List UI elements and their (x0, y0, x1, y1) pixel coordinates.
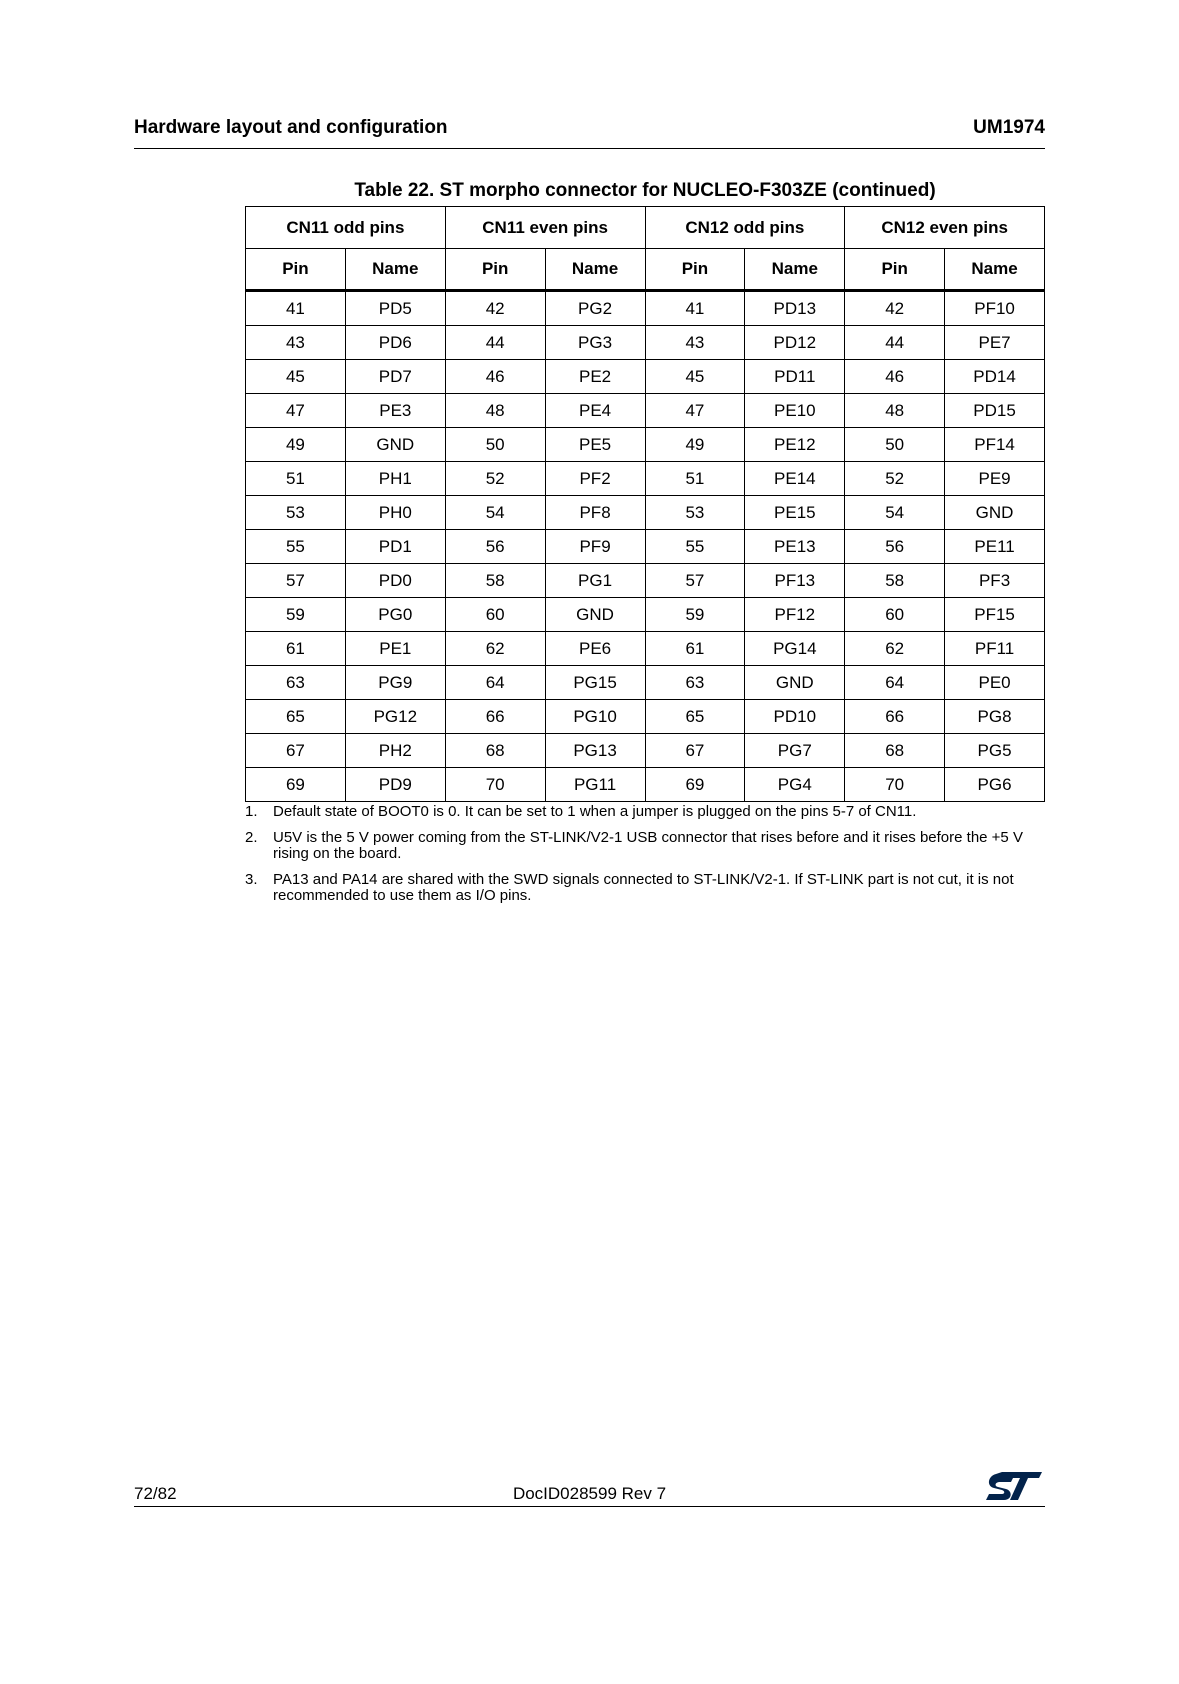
pin-number-cell: 53 (645, 496, 745, 530)
pin-number-cell: 46 (445, 360, 545, 394)
pin-number-cell: 55 (246, 530, 346, 564)
header-divider (134, 148, 1045, 149)
column-header: Pin (845, 249, 945, 291)
note-text: PA13 and PA14 are shared with the SWD signals connected to ST-LINK/V2-1. If ST-LINK part is not cut, it is not recommended to use them as I/O pins. (273, 871, 1014, 904)
pin-number-cell: 63 (246, 666, 346, 700)
pin-name-cell: PD0 (345, 564, 445, 598)
column-header: Name (745, 249, 845, 291)
pin-number-cell: 68 (845, 734, 945, 768)
pin-name-cell: PE2 (545, 360, 645, 394)
pin-number-cell: 66 (445, 700, 545, 734)
pin-number-cell: 48 (845, 394, 945, 428)
pin-number-cell: 68 (445, 734, 545, 768)
pin-name-cell: PG5 (945, 734, 1045, 768)
pin-name-cell: PG4 (745, 768, 845, 802)
pin-number-cell: 58 (445, 564, 545, 598)
pin-number-cell: 45 (645, 360, 745, 394)
pin-name-cell: PG13 (545, 734, 645, 768)
pin-name-cell: PG3 (545, 326, 645, 360)
pin-number-cell: 57 (246, 564, 346, 598)
table-body (246, 291, 1045, 802)
pin-table (245, 206, 1045, 802)
pin-number-cell: 69 (246, 768, 346, 802)
pin-number-cell: 46 (845, 360, 945, 394)
st-logo-icon (984, 1470, 1044, 1502)
note-item (245, 804, 1035, 820)
section-title: Hardware layout and configuration (134, 117, 448, 138)
pin-number-cell: 50 (845, 428, 945, 462)
pin-name-cell: GND (745, 666, 845, 700)
pin-name-cell: PE3 (345, 394, 445, 428)
table-row (246, 530, 1045, 564)
note-text: Default state of BOOT0 is 0. It can be set to 1 when a jumper is plugged on the pins 5-7 of CN11. (273, 803, 917, 820)
column-header-row (246, 249, 1045, 291)
pin-name-cell: GND (345, 428, 445, 462)
pin-number-cell: 63 (645, 666, 745, 700)
pin-name-cell: PE1 (345, 632, 445, 666)
pin-number-cell: 45 (246, 360, 346, 394)
pin-number-cell: 44 (845, 326, 945, 360)
table-row (246, 394, 1045, 428)
pin-number-cell: 65 (246, 700, 346, 734)
table-row (246, 632, 1045, 666)
pin-name-cell: PG9 (345, 666, 445, 700)
group-header: CN11 odd pins (246, 207, 446, 249)
pin-number-cell: 62 (445, 632, 545, 666)
pin-number-cell: 55 (645, 530, 745, 564)
table-row (246, 360, 1045, 394)
pin-name-cell: PD13 (745, 291, 845, 326)
pin-name-cell: PG2 (545, 291, 645, 326)
pin-name-cell: PG7 (745, 734, 845, 768)
table-row (246, 564, 1045, 598)
pin-number-cell: 61 (246, 632, 346, 666)
group-header: CN12 odd pins (645, 207, 845, 249)
pin-number-cell: 52 (445, 462, 545, 496)
pin-name-cell: PD15 (945, 394, 1045, 428)
pin-name-cell: PE0 (945, 666, 1045, 700)
table-row (246, 496, 1045, 530)
pin-number-cell: 65 (645, 700, 745, 734)
pin-name-cell: PE15 (745, 496, 845, 530)
note-item (245, 830, 1035, 862)
pin-name-cell: PD9 (345, 768, 445, 802)
pin-name-cell: PE12 (745, 428, 845, 462)
pin-number-cell: 43 (645, 326, 745, 360)
column-header: Pin (246, 249, 346, 291)
pin-name-cell: PG8 (945, 700, 1045, 734)
pin-number-cell: 43 (246, 326, 346, 360)
pin-name-cell: PF10 (945, 291, 1045, 326)
pin-name-cell: PF15 (945, 598, 1045, 632)
pin-name-cell: PE4 (545, 394, 645, 428)
table-row (246, 428, 1045, 462)
pin-number-cell: 62 (845, 632, 945, 666)
table-row (246, 700, 1045, 734)
pin-number-cell: 56 (845, 530, 945, 564)
pin-name-cell: PE11 (945, 530, 1045, 564)
pin-name-cell: PH1 (345, 462, 445, 496)
pin-name-cell: PD14 (945, 360, 1045, 394)
pin-name-cell: PG14 (745, 632, 845, 666)
note-item (245, 872, 1035, 904)
column-header: Name (545, 249, 645, 291)
pin-name-cell: PE5 (545, 428, 645, 462)
pin-number-cell: 49 (645, 428, 745, 462)
column-header: Pin (645, 249, 745, 291)
pin-number-cell: 52 (845, 462, 945, 496)
pin-number-cell: 42 (845, 291, 945, 326)
column-header: Name (345, 249, 445, 291)
pin-name-cell: PE13 (745, 530, 845, 564)
pin-name-cell: PD10 (745, 700, 845, 734)
pin-number-cell: 54 (845, 496, 945, 530)
group-header: CN11 even pins (445, 207, 645, 249)
table-row (246, 291, 1045, 326)
page-number: 72/82 (134, 1484, 177, 1503)
pin-number-cell: 49 (246, 428, 346, 462)
pin-number-cell: 60 (845, 598, 945, 632)
note-number: 1. (245, 803, 258, 820)
table-row (246, 734, 1045, 768)
pin-name-cell: PF12 (745, 598, 845, 632)
document-id: DocID028599 Rev 7 (512, 1484, 667, 1503)
pin-name-cell: PG0 (345, 598, 445, 632)
pin-number-cell: 51 (645, 462, 745, 496)
pin-name-cell: PE9 (945, 462, 1045, 496)
pin-name-cell: PE7 (945, 326, 1045, 360)
pin-number-cell: 66 (845, 700, 945, 734)
pin-number-cell: 48 (445, 394, 545, 428)
pin-name-cell: PG10 (545, 700, 645, 734)
pin-number-cell: 42 (445, 291, 545, 326)
table-row (246, 768, 1045, 802)
pin-name-cell: PF11 (945, 632, 1045, 666)
note-number: 2. (245, 829, 258, 846)
pin-name-cell: PE6 (545, 632, 645, 666)
pin-name-cell: PF9 (545, 530, 645, 564)
note-number: 3. (245, 871, 258, 888)
pin-number-cell: 69 (645, 768, 745, 802)
pin-number-cell: 41 (645, 291, 745, 326)
pin-name-cell: PG1 (545, 564, 645, 598)
pin-number-cell: 70 (445, 768, 545, 802)
pin-name-cell: PD11 (745, 360, 845, 394)
pin-name-cell: GND (945, 496, 1045, 530)
pin-number-cell: 53 (246, 496, 346, 530)
pin-number-cell: 70 (845, 768, 945, 802)
table-caption: Table 22. ST morpho connector for NUCLEO-F303ZE (continued) (354, 180, 936, 201)
pin-name-cell: PG11 (545, 768, 645, 802)
pin-name-cell: PH2 (345, 734, 445, 768)
pin-name-cell: PE14 (745, 462, 845, 496)
table-row (246, 462, 1045, 496)
table-row (246, 666, 1045, 700)
pin-name-cell: PF2 (545, 462, 645, 496)
column-header: Name (945, 249, 1045, 291)
pin-number-cell: 47 (645, 394, 745, 428)
pin-number-cell: 47 (246, 394, 346, 428)
footer-divider (134, 1506, 1045, 1507)
pin-number-cell: 54 (445, 496, 545, 530)
pin-number-cell: 59 (246, 598, 346, 632)
pin-number-cell: 59 (645, 598, 745, 632)
pin-number-cell: 60 (445, 598, 545, 632)
pin-name-cell: PD7 (345, 360, 445, 394)
table-notes (245, 804, 1035, 914)
group-header: CN12 even pins (845, 207, 1045, 249)
pin-name-cell: PG12 (345, 700, 445, 734)
group-header-row (246, 207, 1045, 249)
pin-number-cell: 67 (645, 734, 745, 768)
pin-name-cell: PD1 (345, 530, 445, 564)
pin-name-cell: PF3 (945, 564, 1045, 598)
column-header: Pin (445, 249, 545, 291)
pin-name-cell: PD6 (345, 326, 445, 360)
pin-name-cell: PH0 (345, 496, 445, 530)
pin-name-cell: PF13 (745, 564, 845, 598)
pin-number-cell: 67 (246, 734, 346, 768)
pin-name-cell: PD5 (345, 291, 445, 326)
pin-number-cell: 50 (445, 428, 545, 462)
pin-number-cell: 64 (445, 666, 545, 700)
pin-name-cell: PF8 (545, 496, 645, 530)
pin-number-cell: 56 (445, 530, 545, 564)
pin-number-cell: 58 (845, 564, 945, 598)
pin-name-cell: GND (545, 598, 645, 632)
note-text: U5V is the 5 V power coming from the ST-LINK/V2-1 USB connector that rises before and it rises before the +5 V rising on the board. (273, 829, 1023, 862)
pin-number-cell: 51 (246, 462, 346, 496)
pin-number-cell: 64 (845, 666, 945, 700)
pin-name-cell: PE10 (745, 394, 845, 428)
document-code: UM1974 (973, 117, 1045, 138)
table-row (246, 598, 1045, 632)
pin-name-cell: PG15 (545, 666, 645, 700)
pin-name-cell: PF14 (945, 428, 1045, 462)
table-row (246, 326, 1045, 360)
pin-name-cell: PD12 (745, 326, 845, 360)
pin-number-cell: 41 (246, 291, 346, 326)
pin-name-cell: PG6 (945, 768, 1045, 802)
pin-number-cell: 61 (645, 632, 745, 666)
pin-number-cell: 44 (445, 326, 545, 360)
pin-number-cell: 57 (645, 564, 745, 598)
